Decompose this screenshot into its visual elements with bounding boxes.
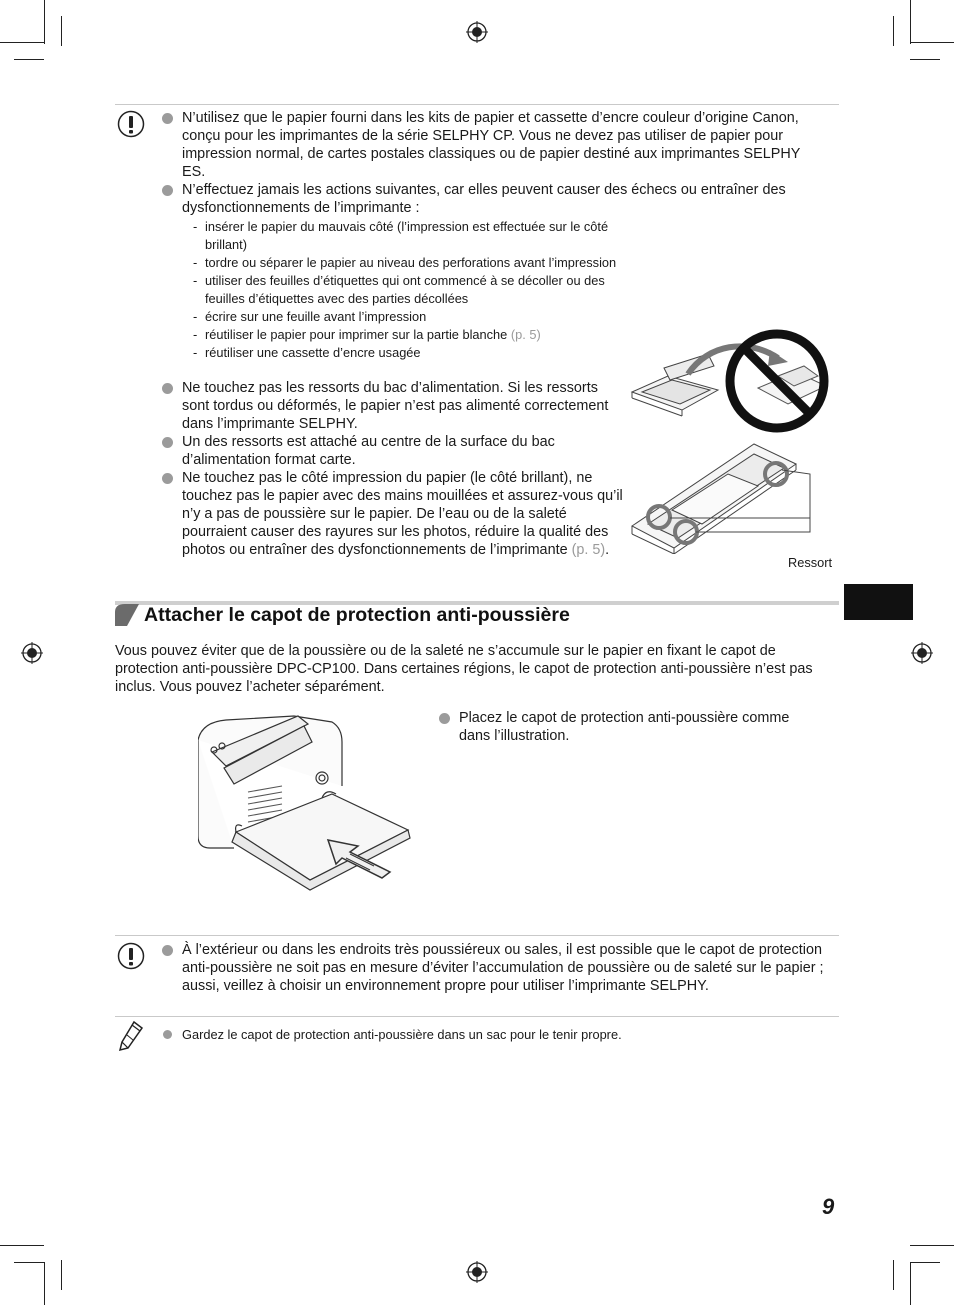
divider xyxy=(115,935,839,936)
list-item: Ne touchez pas les ressorts du bac d’alimentation. Si les ressorts sont tordus ou déformés, le papier n’est pas alimenté correctement dans l’imprimante SELPHY. xyxy=(115,379,625,433)
list-item: - écrire sur une feuille avant l’impression xyxy=(193,309,427,324)
crop-mark xyxy=(44,1262,45,1305)
warning-block-1 xyxy=(115,109,825,217)
list-item: À l’extérieur ou dans les endroits très poussiéreux ou sales, il est possible que le capot de protection anti-poussière ne soit pas en mesure d’éviter l’accumulation de poussière ou de saleté sur le papier ; aussi, veillez à choisir un environnement propre pour utiliser l’imprimante SELPHY. xyxy=(115,941,830,995)
list-item: - réutiliser le papier pour imprimer sur la partie blanche (p. 5) xyxy=(193,327,541,342)
crop-mark xyxy=(0,42,44,43)
list-item: N’effectuez jamais les actions suivantes, car elles peuvent causer des échecs ou entraîner des dysfonctionnements de l’imprimante : xyxy=(115,181,825,217)
list-item: Placez le capot de protection anti-poussière comme dans l’illustration. xyxy=(392,709,812,745)
crop-mark xyxy=(910,42,954,43)
crop-mark xyxy=(910,0,911,44)
crop-mark xyxy=(61,16,62,46)
dust-cover-illustration xyxy=(198,712,414,894)
page-reference-link[interactable]: (p. 5) xyxy=(510,327,541,342)
page-number: 9 xyxy=(822,1194,835,1219)
crop-mark xyxy=(910,1245,954,1246)
crop-mark xyxy=(14,1262,44,1263)
list-item: - réutiliser une cassette d’encre usagée xyxy=(193,345,421,360)
sub-item-list xyxy=(115,218,625,362)
registration-mark-icon xyxy=(21,642,43,664)
crop-mark xyxy=(910,1262,940,1263)
registration-mark-icon xyxy=(466,1261,488,1283)
crop-mark xyxy=(0,1245,44,1246)
crop-mark xyxy=(910,59,940,60)
registration-mark-icon xyxy=(466,21,488,43)
paper-tray-prohibited-illustration xyxy=(628,328,832,438)
divider xyxy=(115,1016,839,1017)
warning-block-2 xyxy=(115,941,830,995)
list-item: - utiliser des feuilles d’étiquettes qui ont commencé à se décoller ou des feuilles d’étiquettes avec des parties décollées xyxy=(193,273,605,306)
crop-mark xyxy=(910,1262,911,1305)
warning-block-1-cont xyxy=(115,379,625,559)
section-intro: Vous pouvez éviter que de la poussière ou de la saleté ne s’accumule sur le papier en fixant le capot de protection anti-poussière DPC-CP100. Dans certaines régions, le capot de protection anti-poussière n’est pas inclus. Vous pouvez l’acheter séparément. xyxy=(115,643,813,695)
list-item: - tordre ou séparer le papier au niveau des perforations avant l’impression xyxy=(193,255,617,270)
divider xyxy=(115,104,839,105)
list-item: Un des ressorts est attaché au centre de la surface du bac d’alimentation format carte. xyxy=(115,433,625,469)
list-item: - insérer le papier du mauvais côté (l’impression est effectuée sur le côté brillant) xyxy=(193,219,609,252)
section-marker-icon xyxy=(115,604,139,626)
memo-block xyxy=(115,1026,830,1044)
registration-mark-icon xyxy=(911,642,933,664)
list-item: Ne touchez pas le côté impression du papier (le côté brillant), ne touchez pas le papier avec des mains mouillées et assurez-vous qu’il n’y a pas de poussière sur le papier. De l’eau ou de la saleté pourraient causer des rayures sur les photos, réduire la qualité des photos ou entraîner des dysfonctionnements de l’imprimante (p. 5). xyxy=(115,469,625,559)
crop-mark xyxy=(893,16,894,46)
list-item: Gardez le capot de protection anti-poussière dans un sac pour le tenir propre. xyxy=(115,1026,830,1044)
paper-tray-springs-illustration xyxy=(628,438,840,554)
list-item: N’utilisez que le papier fourni dans les kits de papier et cassette d’encre couleur d’origine Canon, conçu pour les imprimantes de la série SELPHY CP. Vous ne devez pas utiliser de papier pour impression normal, de cartes postales classiques ou de papier destiné aux imprimantes SELPHY ES. xyxy=(115,109,825,181)
section-title: Attacher le capot de protection anti-poussière xyxy=(144,604,570,626)
crop-mark xyxy=(44,0,45,44)
instruction-block xyxy=(392,709,812,745)
crop-mark xyxy=(893,1260,894,1290)
figure-label: Ressort xyxy=(788,555,833,570)
chapter-tab xyxy=(844,584,913,620)
page-reference-link[interactable]: (p. 5) xyxy=(571,542,606,558)
crop-mark xyxy=(14,59,44,60)
crop-mark xyxy=(61,1260,62,1290)
